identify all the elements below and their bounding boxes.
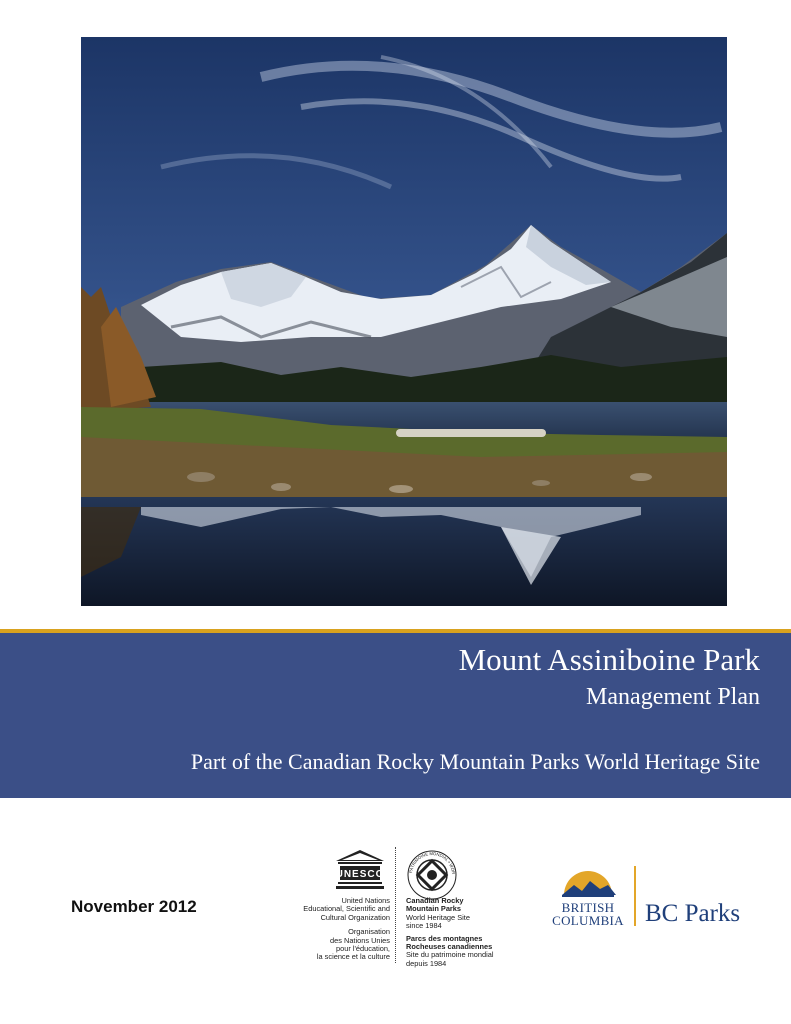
world-heritage-ring-text: PATRIMOINE MONDIAL • WOR xyxy=(408,850,457,875)
world-heritage-caption xyxy=(406,897,506,968)
unesco-logo-text: UNESCO xyxy=(335,869,385,880)
unesco-line: Educational, Scientific and xyxy=(303,904,390,914)
whc-line: Rocheuses canadiennes xyxy=(406,942,493,952)
unesco-line: des Nations Unies xyxy=(330,935,390,945)
world-heritage-emblem-icon xyxy=(404,849,460,901)
whc-line: Parcs des montagnes xyxy=(406,933,483,943)
whc-line: Canadian Rocky xyxy=(406,896,464,905)
unesco-caption xyxy=(280,897,390,962)
world-heritage-tagline: Part of the Canadian Rocky Mountain Parks World Heritage Site xyxy=(190,749,760,774)
whc-line: Mountain Parks xyxy=(406,904,462,914)
unesco-line: la science et la culture xyxy=(316,952,390,962)
cover-photo xyxy=(81,37,727,606)
bc-province-line2: COLUMBIA xyxy=(552,913,624,928)
unesco-line: United Nations xyxy=(341,896,390,905)
unesco-logo-block xyxy=(300,845,500,968)
bc-parks-logo xyxy=(548,860,773,935)
logo-divider xyxy=(395,847,396,963)
whc-line: World Heritage Site xyxy=(406,912,470,922)
publication-date: November 2012 xyxy=(71,897,197,916)
unesco-temple-icon xyxy=(334,849,386,893)
whc-line: depuis 1984 xyxy=(406,958,447,968)
bc-parks-wordmark: BC Parks xyxy=(645,900,741,927)
whc-line: since 1984 xyxy=(406,921,442,931)
unesco-line: Organisation xyxy=(348,927,390,937)
unesco-line: Cultural Organization xyxy=(320,912,390,922)
document-title: Mount Assiniboine Park xyxy=(458,642,760,677)
whc-line: Site du patrimoine mondial xyxy=(406,950,494,960)
bc-logo-divider xyxy=(634,866,636,926)
document-subtitle: Management Plan xyxy=(586,684,760,710)
unesco-line: pour l'éducation, xyxy=(335,944,390,954)
bc-sun-mountain-icon xyxy=(558,865,618,899)
bc-province-line1: BRITISH xyxy=(561,900,615,915)
